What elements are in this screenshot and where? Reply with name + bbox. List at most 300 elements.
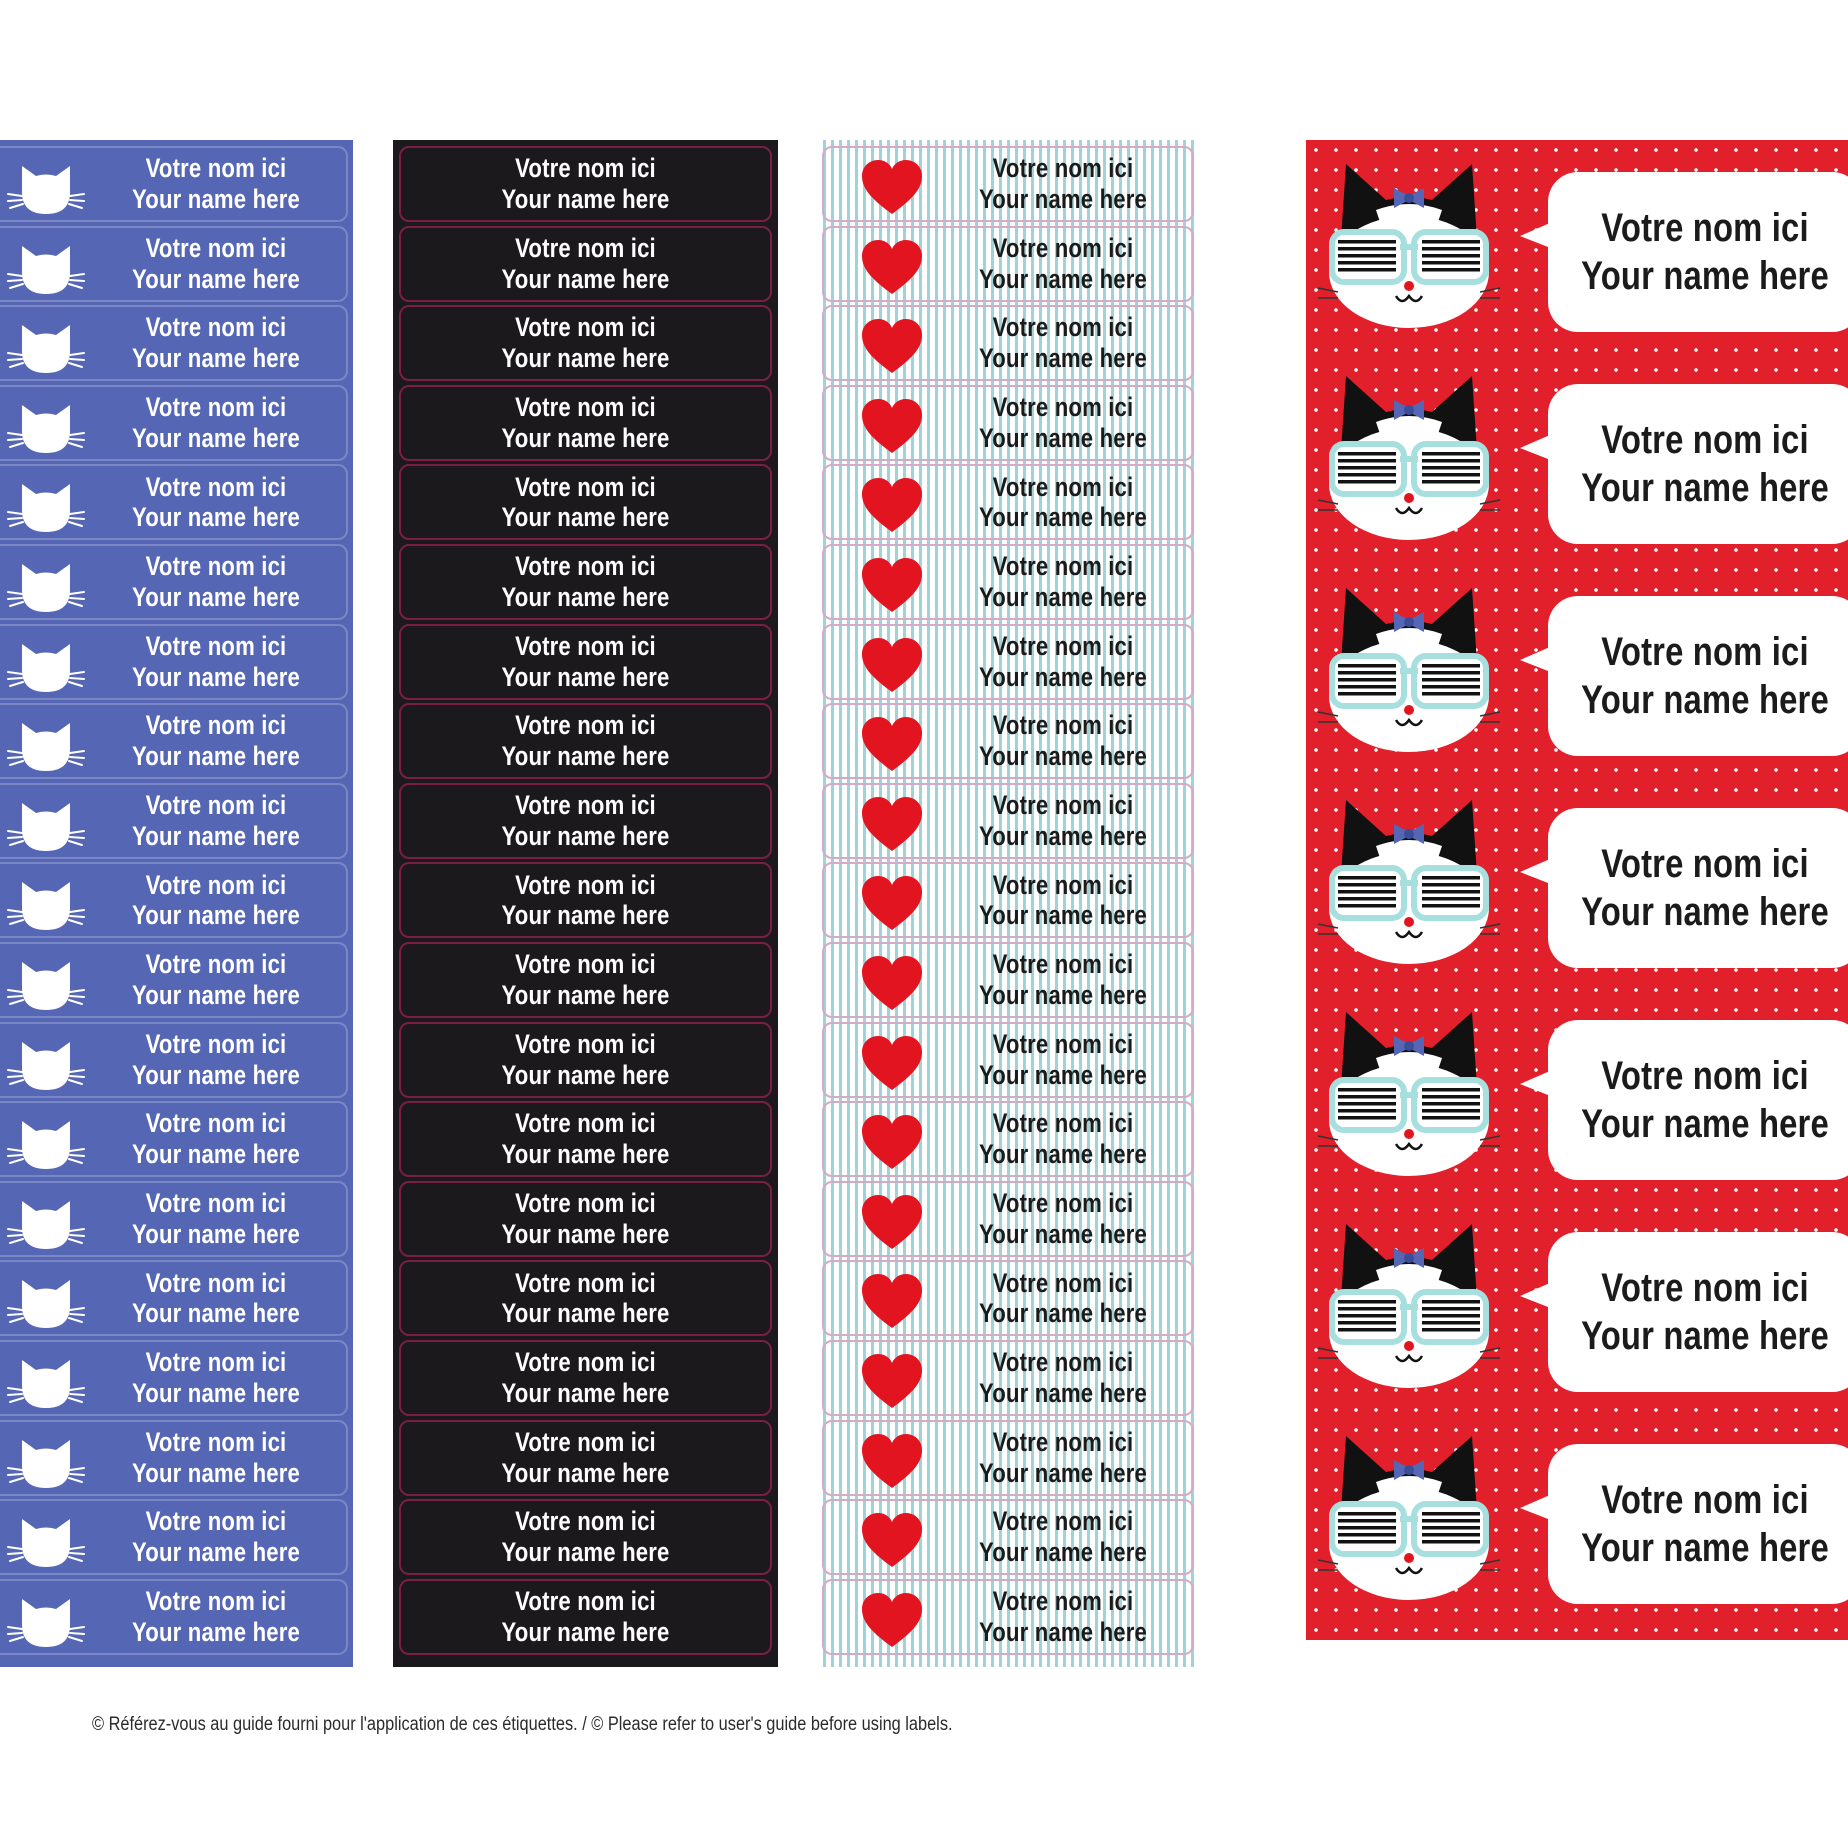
name-label [399,385,772,461]
label-line-english: Your name here [979,1139,1147,1170]
label-text [1576,172,1833,332]
label-line-french: Votre nom ici [992,232,1134,263]
label-line-french: Votre nom ici [515,790,656,821]
name-label [0,1181,348,1257]
name-label [0,862,348,938]
label-text [434,870,737,932]
label-line-english: Your name here [501,900,670,931]
name-label [822,862,1194,938]
label-line-french: Votre nom ici [515,312,656,343]
heart-icon [860,1113,924,1171]
label-line-english: Your name here [1581,1314,1829,1358]
label-text [957,233,1169,295]
name-label [399,1101,772,1177]
label-text [1576,1232,1833,1392]
name-label [0,1260,348,1336]
label-text [957,392,1169,454]
label-line-english: Your name here [1581,890,1829,934]
label-line-french: Votre nom ici [515,869,656,900]
label-line-english: Your name here [501,1139,670,1170]
label-text [957,710,1169,772]
label-line-english: Your name here [979,820,1147,851]
label-line-english: Your name here [979,661,1147,692]
label-text [957,870,1169,932]
heart-icon [860,636,924,694]
heart-icon [860,795,924,853]
speech-bubble-tail [1516,210,1566,260]
label-line-french: Votre nom ici [992,392,1134,423]
label-line-french: Votre nom ici [515,949,656,980]
label-line-english: Your name here [501,502,670,533]
name-label [822,1101,1194,1177]
speech-bubble-tail [1516,1270,1566,1320]
label-text [109,472,322,534]
label-line-french: Votre nom ici [992,471,1134,502]
heart-icon [860,1511,924,1569]
label-text [109,1347,322,1409]
label-line-french: Votre nom ici [515,392,656,423]
label-line-english: Your name here [132,820,300,851]
label-line-french: Votre nom ici [992,710,1134,741]
label-text [434,312,737,374]
cat-with-glasses-icon [1316,1426,1502,1606]
label-line-english: Your name here [1581,678,1829,722]
label-line-french: Votre nom ici [515,630,656,661]
label-line-french: Votre nom ici [992,1426,1134,1457]
speech-bubble-tail [1516,422,1566,472]
name-label [0,544,348,620]
name-label [399,1420,772,1496]
name-label [399,226,772,302]
label-line-english: Your name here [979,582,1147,612]
label-line-french: Votre nom ici [992,153,1134,184]
label-line-english: Your name here [979,263,1147,294]
name-label [822,1579,1194,1655]
label-text [434,710,737,772]
label-line-french: Votre nom ici [515,1426,656,1457]
label-line-english: Your name here [132,1616,300,1647]
name-label [399,783,772,859]
label-line-french: Votre nom ici [515,1108,656,1139]
label-line-french: Votre nom ici [515,1347,656,1378]
cat-head-icon [6,1593,86,1649]
name-label [0,1022,348,1098]
label-line-english: Your name here [979,1059,1147,1090]
label-text [434,551,737,613]
name-label [1316,1412,1848,1612]
label-line-french: Votre nom ici [515,153,656,184]
label-text [957,1029,1169,1091]
label-line-french: Votre nom ici [992,1267,1134,1298]
name-label [399,544,772,620]
cat-head-icon [6,558,86,614]
name-label [822,1022,1194,1098]
label-text [957,1188,1169,1250]
label-line-english: Your name here [132,502,300,533]
label-line-french: Votre nom ici [145,1028,287,1059]
label-line-english: Your name here [132,1059,300,1090]
label-text [957,790,1169,852]
cat-head-icon [6,638,86,694]
name-label [822,146,1194,222]
name-label [822,544,1194,620]
label-text [434,1506,737,1568]
label-text [109,1506,322,1568]
label-text [957,312,1169,374]
label-line-english: Your name here [979,1537,1147,1568]
label-line-english: Your name here [501,980,670,1010]
label-text [109,1188,322,1250]
name-label [0,1340,348,1416]
label-text [434,1347,737,1409]
cat-head-icon [6,399,86,455]
name-label [1316,776,1848,976]
label-line-english: Your name here [501,741,670,772]
label-line-french: Votre nom ici [992,1028,1134,1059]
label-line-french: Votre nom ici [992,790,1134,821]
label-text [109,392,322,454]
name-label [1316,140,1848,340]
label-line-english: Your name here [132,343,300,374]
label-text [109,949,322,1011]
label-line-french: Votre nom ici [1601,1054,1809,1098]
label-line-french: Votre nom ici [992,1108,1134,1139]
label-line-french: Votre nom ici [145,392,287,423]
heart-icon [860,1591,924,1649]
heart-icon [860,1432,924,1490]
cat-with-glasses-icon [1316,578,1502,758]
label-line-french: Votre nom ici [145,471,287,502]
label-line-french: Votre nom ici [992,1586,1134,1617]
cat-head-icon [6,319,86,375]
name-label [822,1181,1194,1257]
label-line-french: Votre nom ici [145,790,287,821]
cat-head-icon [6,1513,86,1569]
label-text [957,631,1169,693]
label-line-english: Your name here [132,422,300,453]
label-line-english: Your name here [132,741,300,772]
name-label [822,305,1194,381]
black-label-sheet [393,140,778,1667]
name-label [399,624,772,700]
label-line-english: Your name here [501,343,670,374]
name-label [822,703,1194,779]
speech-bubble-tail [1516,846,1566,896]
label-text [109,710,322,772]
label-line-french: Votre nom ici [515,1028,656,1059]
label-line-french: Votre nom ici [992,949,1134,980]
label-line-english: Your name here [979,1218,1147,1249]
label-text [434,392,737,454]
cat-head-icon [6,956,86,1012]
label-text [109,1268,322,1330]
label-line-english: Your name here [501,1298,670,1329]
label-line-english: Your name here [132,582,300,612]
label-line-french: Votre nom ici [515,1188,656,1219]
label-text [957,472,1169,534]
label-line-french: Votre nom ici [515,1586,656,1617]
heart-icon [860,317,924,375]
label-text [109,1108,322,1170]
label-line-french: Votre nom ici [1601,1266,1809,1310]
cat-with-glasses-icon [1316,1002,1502,1182]
name-label [1316,988,1848,1188]
name-label [0,1499,348,1575]
name-label [0,1420,348,1496]
label-text [109,1586,322,1648]
label-text [434,472,737,534]
label-line-english: Your name here [132,980,300,1010]
label-line-french: Votre nom ici [992,1347,1134,1378]
heart-icon [860,556,924,614]
name-label [0,385,348,461]
label-line-french: Votre nom ici [145,153,287,184]
heart-icon [860,874,924,932]
label-line-english: Your name here [501,1616,670,1647]
blue-label-sheet [0,140,353,1667]
name-label [399,862,772,938]
label-line-english: Your name here [501,820,670,851]
speech-bubble-tail [1516,1482,1566,1532]
cat-head-icon [6,1036,86,1092]
label-line-english: Your name here [979,343,1147,374]
label-line-english: Your name here [501,184,670,214]
label-text [434,153,737,215]
label-text [434,790,737,852]
heart-icon [860,476,924,534]
heart-icon [860,1352,924,1410]
label-text [434,631,737,693]
name-label [399,1181,772,1257]
label-text [434,1427,737,1489]
cat-head-icon [6,1434,86,1490]
label-line-french: Votre nom ici [515,551,656,582]
label-text [434,1586,737,1648]
name-label [1316,1200,1848,1400]
name-label [399,1499,772,1575]
label-text [957,1347,1169,1409]
label-line-french: Votre nom ici [1601,418,1809,462]
label-line-french: Votre nom ici [145,1188,287,1219]
label-line-english: Your name here [1581,466,1829,510]
label-text [1576,1020,1833,1180]
cat-head-icon [6,1354,86,1410]
label-text [957,153,1169,215]
name-label [1316,352,1848,552]
name-label [0,305,348,381]
name-label [399,1340,772,1416]
label-line-english: Your name here [132,900,300,931]
label-line-english: Your name here [132,1298,300,1329]
heart-icon [860,1272,924,1330]
cat-head-icon [6,240,86,296]
label-text [957,1268,1169,1330]
label-line-french: Votre nom ici [145,1426,287,1457]
label-line-french: Votre nom ici [145,551,287,582]
name-label [399,464,772,540]
label-line-french: Votre nom ici [992,1188,1134,1219]
speech-bubble-tail [1516,1058,1566,1108]
heart-icon [860,1034,924,1092]
name-label [0,226,348,302]
name-label [822,624,1194,700]
label-text [109,631,322,693]
label-line-english: Your name here [132,1457,300,1488]
label-line-french: Votre nom ici [992,1506,1134,1537]
label-line-english: Your name here [1581,254,1829,298]
label-line-french: Votre nom ici [992,630,1134,661]
label-line-english: Your name here [979,502,1147,533]
cat-head-icon [6,160,86,216]
cat-head-icon [6,876,86,932]
heart-icon [860,954,924,1012]
label-text [109,153,322,215]
name-label [822,783,1194,859]
label-line-french: Votre nom ici [145,1108,287,1139]
label-line-english: Your name here [501,1537,670,1568]
heart-icon [860,1193,924,1251]
label-line-english: Your name here [501,263,670,294]
label-line-english: Your name here [979,1378,1147,1408]
label-line-french: Votre nom ici [515,471,656,502]
label-text [957,1427,1169,1489]
name-label [822,1420,1194,1496]
label-line-french: Votre nom ici [1601,1478,1809,1522]
label-line-french: Votre nom ici [145,710,287,741]
label-text [434,1268,737,1330]
name-label [399,942,772,1018]
label-text [109,1427,322,1489]
label-text [109,1029,322,1091]
label-text [1576,596,1833,756]
name-label [0,464,348,540]
label-text [957,1586,1169,1648]
label-line-english: Your name here [501,1218,670,1249]
label-line-french: Votre nom ici [992,551,1134,582]
label-text [434,1029,737,1091]
label-line-french: Votre nom ici [1601,630,1809,674]
label-text [957,949,1169,1011]
cat-with-glasses-icon [1316,154,1502,334]
name-label [0,624,348,700]
name-label [1316,564,1848,764]
name-label [0,942,348,1018]
label-text [434,1108,737,1170]
name-label [399,703,772,779]
label-line-english: Your name here [132,1139,300,1170]
label-line-french: Votre nom ici [145,232,287,263]
label-line-french: Votre nom ici [515,232,656,263]
heart-icon [860,715,924,773]
red-dotted-label-sheet [1306,140,1848,1640]
label-line-french: Votre nom ici [1601,842,1809,886]
label-text [1576,384,1833,544]
label-line-english: Your name here [501,1457,670,1488]
label-line-french: Votre nom ici [145,1586,287,1617]
cat-with-glasses-icon [1316,790,1502,970]
cat-with-glasses-icon [1316,366,1502,546]
label-text [109,312,322,374]
name-label [399,1260,772,1336]
label-line-english: Your name here [1581,1526,1829,1570]
label-text [1576,808,1833,968]
label-line-english: Your name here [132,184,300,214]
cat-head-icon [6,1115,86,1171]
label-line-french: Votre nom ici [145,630,287,661]
label-line-french: Votre nom ici [145,949,287,980]
label-line-english: Your name here [501,582,670,612]
name-label [822,1260,1194,1336]
label-line-french: Votre nom ici [992,869,1134,900]
label-line-french: Votre nom ici [145,1267,287,1298]
label-line-english: Your name here [132,661,300,692]
label-line-english: Your name here [132,263,300,294]
label-text [434,949,737,1011]
label-line-english: Your name here [501,661,670,692]
footer-note: © Référez-vous au guide fourni pour l'application de ces étiquettes. / © Please refer to user's guide before using labels. [92,1714,953,1735]
name-label [399,305,772,381]
name-label [822,1499,1194,1575]
label-text [109,551,322,613]
label-text [109,870,322,932]
name-label [822,226,1194,302]
name-label [822,1340,1194,1416]
label-line-english: Your name here [979,1616,1147,1647]
name-label [822,942,1194,1018]
label-line-english: Your name here [501,1378,670,1408]
name-label [399,146,772,222]
name-label [822,385,1194,461]
label-text [957,1506,1169,1568]
label-line-english: Your name here [979,980,1147,1010]
label-text [109,233,322,295]
name-label [822,464,1194,540]
label-line-english: Your name here [501,1059,670,1090]
name-label [0,703,348,779]
label-line-english: Your name here [979,422,1147,453]
cat-head-icon [6,1274,86,1330]
label-text [434,1188,737,1250]
label-line-french: Votre nom ici [145,869,287,900]
label-text [109,790,322,852]
label-line-english: Your name here [132,1537,300,1568]
label-line-french: Votre nom ici [515,710,656,741]
cat-head-icon [6,797,86,853]
heart-icon [860,158,924,216]
speech-bubble-tail [1516,634,1566,684]
name-label [0,1101,348,1177]
name-label [399,1022,772,1098]
cat-head-icon [6,478,86,534]
label-line-french: Votre nom ici [145,1347,287,1378]
label-line-french: Votre nom ici [145,312,287,343]
cat-head-icon [6,717,86,773]
label-text [957,1108,1169,1170]
name-label [0,146,348,222]
label-text [957,551,1169,613]
label-line-french: Votre nom ici [515,1506,656,1537]
heart-icon [860,238,924,296]
name-label [399,1579,772,1655]
cat-with-glasses-icon [1316,1214,1502,1394]
label-line-french: Votre nom ici [992,312,1134,343]
label-line-english: Your name here [132,1218,300,1249]
striped-label-sheet [818,140,1198,1667]
label-line-french: Votre nom ici [515,1267,656,1298]
name-label [0,783,348,859]
label-line-french: Votre nom ici [145,1506,287,1537]
label-line-english: Your name here [979,1457,1147,1488]
